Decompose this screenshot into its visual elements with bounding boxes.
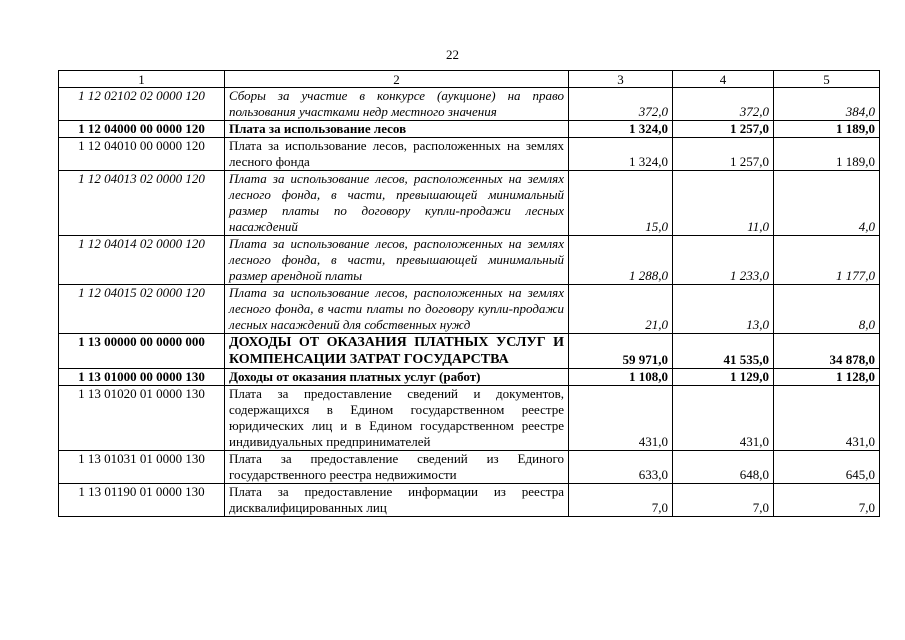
row-value-col5: 1 189,0 [774,138,880,171]
row-value-col5: 8,0 [774,285,880,334]
row-name: Плата за предоставление информации из реестра дисквалифицированных лиц [225,484,569,517]
row-value-col5: 431,0 [774,386,880,451]
table-row [59,334,880,369]
row-value-col3: 1 108,0 [569,369,673,386]
row-value-col5: 1 177,0 [774,236,880,285]
row-value-col4: 372,0 [673,88,774,121]
table-row [59,236,880,285]
table-row [59,88,880,121]
row-value-col3: 1 288,0 [569,236,673,285]
row-code: 1 12 04000 00 0000 120 [59,121,225,138]
row-name: Плата за использование лесов, расположенных на землях лесного фонда, в части, превышающей минимальный размер арендной платы [225,236,569,285]
row-code: 1 12 04013 02 0000 120 [59,171,225,236]
column-header: 1 [59,71,225,88]
row-name: Доходы от оказания платных услуг (работ) [225,369,569,386]
row-value-col5: 645,0 [774,451,880,484]
row-value-col3: 1 324,0 [569,121,673,138]
row-value-col3: 372,0 [569,88,673,121]
row-name: Плата за предоставление сведений из Единого государственного реестра недвижимости [225,451,569,484]
budget-table [58,70,880,517]
row-value-col3: 59 971,0 [569,334,673,369]
row-value-col4: 648,0 [673,451,774,484]
row-value-col4: 1 257,0 [673,138,774,171]
row-code: 1 12 04010 00 0000 120 [59,138,225,171]
table-row [59,171,880,236]
column-header: 5 [774,71,880,88]
table-row [59,386,880,451]
table-row [59,138,880,171]
row-value-col3: 7,0 [569,484,673,517]
row-code: 1 13 00000 00 0000 000 [59,334,225,369]
row-value-col4: 1 257,0 [673,121,774,138]
table-row [59,451,880,484]
column-header: 3 [569,71,673,88]
row-value-col5: 7,0 [774,484,880,517]
row-value-col5: 1 189,0 [774,121,880,138]
table-row [59,369,880,386]
row-value-col4: 13,0 [673,285,774,334]
row-value-col4: 1 129,0 [673,369,774,386]
table-row [59,121,880,138]
row-value-col3: 1 324,0 [569,138,673,171]
row-value-col5: 1 128,0 [774,369,880,386]
row-value-col5: 4,0 [774,171,880,236]
row-value-col4: 41 535,0 [673,334,774,369]
column-header: 4 [673,71,774,88]
row-code: 1 12 04014 02 0000 120 [59,236,225,285]
row-name: Плата за предоставление сведений и документов, содержащихся в Едином государственном реестре юридических лиц и в Едином государственном реестре индивидуальных предпринимателей [225,386,569,451]
row-value-col5: 34 878,0 [774,334,880,369]
row-name: Сборы за участие в конкурсе (аукционе) на право пользования участками недр местного значения [225,88,569,121]
row-name: ДОХОДЫ ОТ ОКАЗАНИЯ ПЛАТНЫХ УСЛУГ И КОМПЕНСАЦИИ ЗАТРАТ ГОСУДАРСТВА [225,334,569,369]
row-code: 1 13 01031 01 0000 130 [59,451,225,484]
row-code: 1 13 01190 01 0000 130 [59,484,225,517]
table-row [59,484,880,517]
table-header-row [59,71,880,88]
row-name: Плата за использование лесов, расположенных на землях лесного фонда, в части платы по договору купли-продажи лесных насаждений для собственных нужд [225,285,569,334]
page-number: 22 [446,47,459,62]
row-value-col4: 11,0 [673,171,774,236]
row-name: Плата за использование лесов [225,121,569,138]
row-value-col3: 15,0 [569,171,673,236]
row-code: 1 12 02102 02 0000 120 [59,88,225,121]
row-name: Плата за использование лесов, расположенных на землях лесного фонда, в части, превышающей минимальный размер платы по договору купли-продажи лесных насаждений [225,171,569,236]
table-row [59,285,880,334]
row-code: 1 13 01000 00 0000 130 [59,369,225,386]
row-value-col4: 7,0 [673,484,774,517]
row-value-col3: 21,0 [569,285,673,334]
row-value-col3: 633,0 [569,451,673,484]
row-value-col3: 431,0 [569,386,673,451]
row-value-col4: 431,0 [673,386,774,451]
row-code: 1 13 01020 01 0000 130 [59,386,225,451]
row-name: Плата за использование лесов, расположенных на землях лесного фонда [225,138,569,171]
column-header: 2 [225,71,569,88]
row-code: 1 12 04015 02 0000 120 [59,285,225,334]
row-value-col5: 384,0 [774,88,880,121]
row-value-col4: 1 233,0 [673,236,774,285]
